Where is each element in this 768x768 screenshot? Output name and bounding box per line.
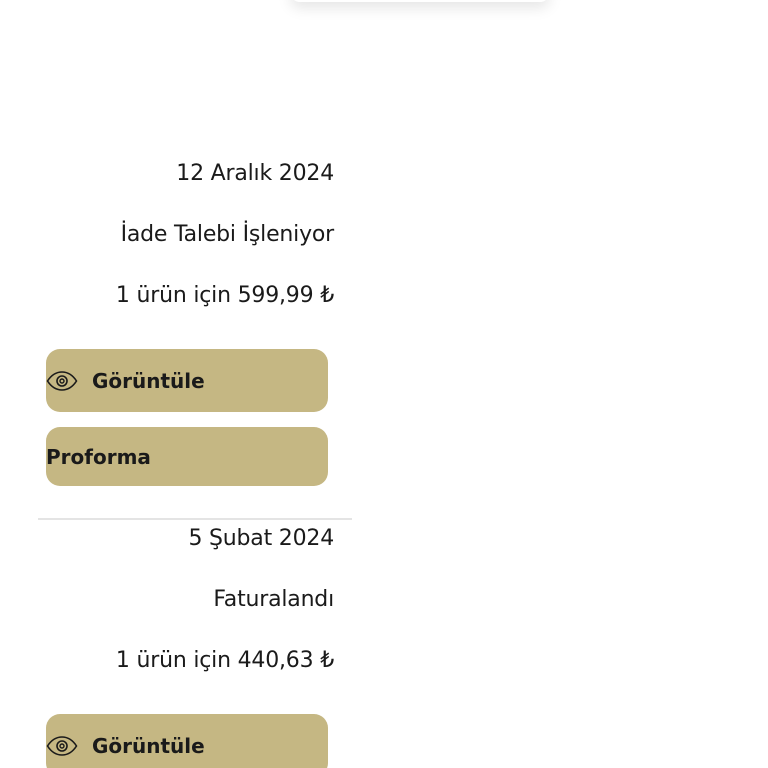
view-button-label: Görüntüle	[92, 368, 205, 393]
view-order-button[interactable]	[46, 714, 328, 768]
order-date: 12 Aralık 2024	[176, 161, 334, 186]
order-card	[38, 525, 352, 768]
eye-icon	[46, 370, 78, 392]
order-date: 5 Şubat 2024	[188, 526, 334, 551]
order-total: 1 ürün için 599,99 ₺	[115, 283, 334, 308]
proforma-button[interactable]	[46, 427, 328, 486]
view-button-label: Görüntüle	[92, 733, 205, 758]
order-divider	[38, 518, 352, 520]
order-total: 1 ürün için 440,63 ₺	[115, 648, 334, 673]
order-card	[38, 160, 352, 486]
view-order-button[interactable]	[46, 349, 328, 412]
order-status: Faturalandı	[213, 587, 334, 612]
top-card-edge	[290, 0, 550, 2]
proforma-button-label: Proforma	[46, 444, 151, 469]
order-status: İade Talebi İşleniyor	[120, 222, 334, 247]
eye-icon	[46, 735, 78, 757]
